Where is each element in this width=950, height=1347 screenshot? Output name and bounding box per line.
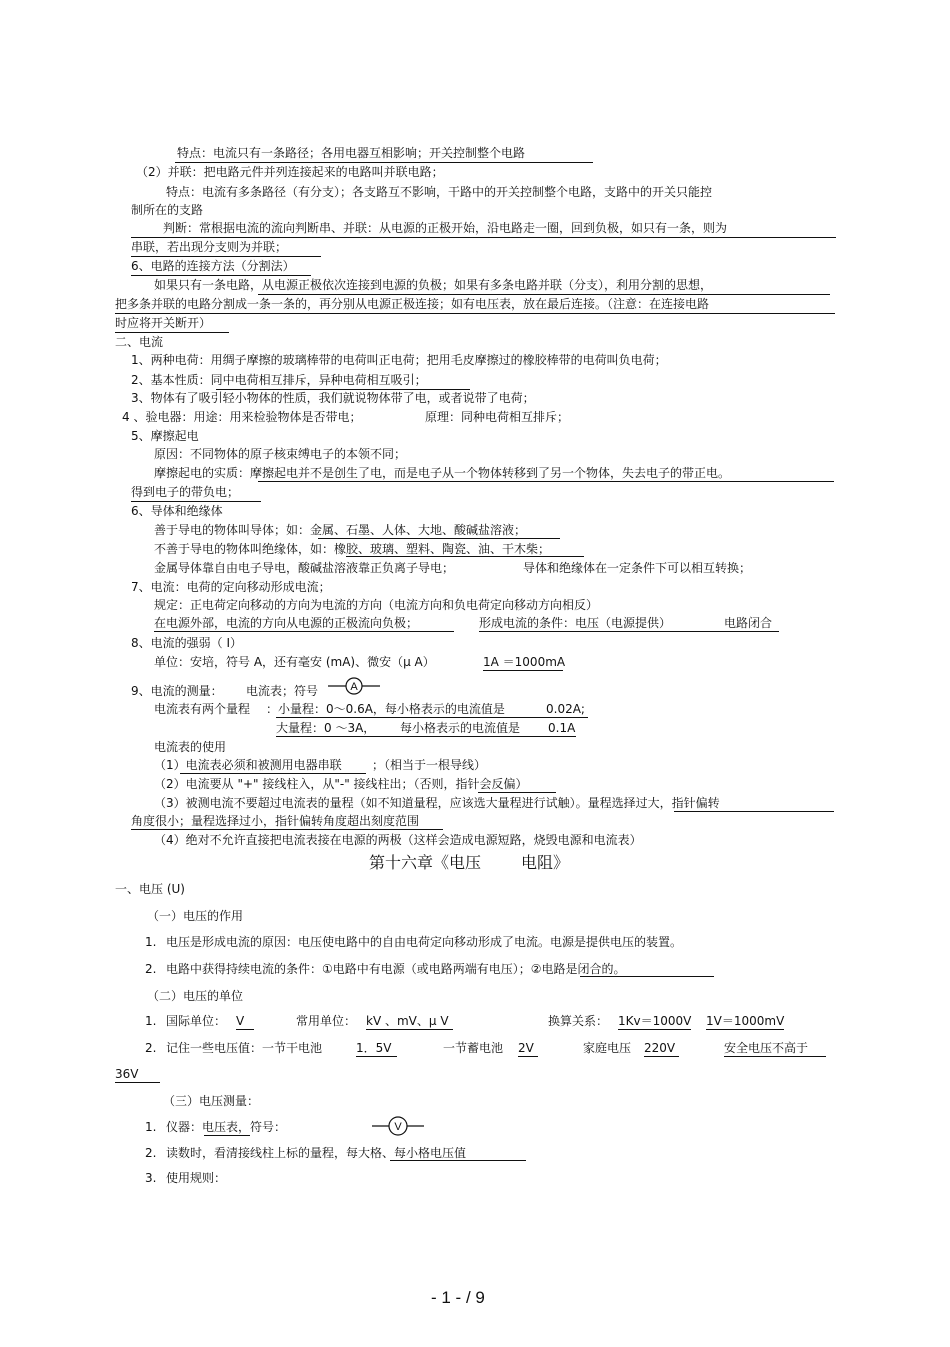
text-line: 家庭电压 [583, 1041, 632, 1055]
underline [131, 237, 836, 238]
text-line: 电流表；符号 [246, 684, 319, 698]
underline [131, 501, 261, 502]
text-line: 读数时，看清接线柱上标的量程，每大格、每小格电压值 [166, 1146, 467, 1160]
text-line: 电流表有两个量程 [154, 702, 251, 716]
subheading: （三）电压测量： [163, 1094, 260, 1108]
section-heading: 二、电流 [115, 335, 164, 349]
text-line: 电流表的使用 [154, 740, 227, 754]
text-line: （2）电流要从 "+" 接线柱入，从"-" 接线柱出；（否则，指针会反偏） [154, 777, 528, 791]
text-line: ；（相当于一根导线） [372, 758, 487, 772]
value-si-unit: V [236, 1013, 254, 1030]
text-line: 1、两种电荷：用绸子摩擦的玻璃棒带的电荷叫正电荷；把用毛皮摩擦过的橡胶棒带的电荷叫负电荷； [131, 353, 667, 367]
text-line: 善于导电的物体叫导体；如：金属、石墨、人体、大地、酸碱盐溶液； [154, 523, 527, 537]
page-number: - 1 - / 9 [431, 1288, 485, 1307]
list-number: 1. [145, 1014, 157, 1028]
text-line: 使用规则： [166, 1171, 227, 1185]
value-common-units: kV 、mV、μ V [366, 1013, 453, 1030]
text-line: 换算关系： [548, 1014, 609, 1028]
underline [115, 313, 835, 314]
list-number: 1. [145, 1120, 157, 1134]
text-line: 仪器：电压表，符号： [166, 1120, 287, 1134]
list-number: 1. [145, 935, 157, 949]
text-line: 制所在的支路 [131, 203, 204, 217]
text-line: 如果只有一条电路，从电源正极依次连接到电源的负极；如果有多条电路并联（分支），利用分割的思想， [154, 278, 713, 292]
text-line: 电压是形成电流的原因：电压使电路中的自由电荷定向移动形成了电流。电源是提供电压的装置。 [166, 935, 683, 949]
text-line: 0.1A [548, 721, 576, 735]
text-line: 形成电流的条件：电压（电源提供） [479, 616, 672, 630]
list-number: 2. [145, 1146, 157, 1160]
text-line: 安全电压不高于 [724, 1041, 809, 1055]
list-number: 2. [145, 1041, 157, 1055]
text-line: 原因：不同物体的原子核束缚电子的本领不同； [154, 447, 407, 461]
underline [276, 717, 588, 718]
list-number: 2. [145, 962, 157, 976]
section-heading: 一、电压 (U) [115, 882, 185, 896]
ammeter-symbol-icon [326, 676, 382, 696]
underline [479, 631, 779, 632]
text-line: 4 、验电器：用途：用来检验物体是否带电； [122, 410, 362, 424]
text-line: 单位：安培，符号 A，还有毫安 (mA)、微安（μ A） [154, 655, 435, 669]
text-line: 国际单位： [166, 1014, 227, 1028]
voltmeter-letter: V [394, 1121, 402, 1133]
underline [180, 773, 366, 774]
text-line: （1）电流表必须和被测用电器串联 [154, 758, 342, 772]
value-accumulator: 2V [518, 1040, 538, 1057]
underline [478, 792, 556, 793]
text-line: 把多条并联的电路分割成一条一条的，再分别从电源正极连接；如有电压表，放在最后连接。（注意：在连接电路 [115, 297, 710, 311]
underline [346, 556, 584, 557]
text-line: 在电源外部，电流的方向从电源的正极流向负极； [154, 616, 419, 630]
text-line: 特点：电流只有一条路径；各用电器互相影响；开关控制整个电路 [177, 146, 526, 160]
text-line: 一节蓄电池 [443, 1041, 504, 1055]
underline [724, 1056, 826, 1057]
text-line: 0.02A; [546, 702, 585, 716]
text-line: 角度很小；量程选择过小，指针偏转角度超出刻度范围 [131, 814, 420, 828]
text-line: 6、电路的连接方法（分割法） [131, 259, 295, 273]
text-line: 7、电流：电荷的定向移动形成电流； [131, 580, 331, 594]
text-line: 得到电子的带负电； [131, 485, 240, 499]
text-line: 大量程：0 ～3A， [276, 721, 376, 735]
text-line: 摩擦起电的实质：摩擦起电并不是创生了电，而是电子从一个物体转移到了另一个物体，失去电子的带正电。 [154, 466, 731, 480]
value-safe-voltage: 36V [115, 1066, 160, 1083]
ammeter-letter: A [350, 681, 358, 693]
text-line: 判断：常根据电流的流向判断串、并联：从电源的正极开始，沿电路走一圈，回到负极，如只有一条，则为 [163, 221, 728, 235]
text-line: （2）并联：把电路元件并列连接起来的电路叫并联电路； [136, 165, 444, 179]
text-line: 3、物体有了吸引轻小物体的性质，我们就说物体带了电，或者说带了电荷； [131, 391, 535, 405]
text-line: 每小格表示的电流值是 [400, 721, 521, 735]
text-line: （3）被测电流不要超过电流表的量程（如不知道量程，应该选大量程进行试触）。量程选择过大，指针偏转 [154, 796, 720, 810]
underline [318, 538, 560, 539]
text-line: 8、电流的强弱（ I） [131, 636, 242, 650]
underline [131, 275, 311, 276]
underline [674, 811, 834, 812]
text-line: 2、基本性质：同中电荷相互排斥，异种电荷相互吸引； [131, 373, 427, 387]
underline [175, 162, 593, 163]
underline [154, 631, 454, 632]
value-conversion: 1Kv＝1000V [618, 1014, 692, 1028]
text-line: 原理：同种电荷相互排斥； [425, 410, 570, 424]
underline [483, 670, 563, 671]
text-line: 特点：电流有多条路径（有分支）；各支路互不影响，干路中的开关控制整个电路，支路中的开关只能控 [166, 185, 713, 199]
text-line: 电路中获得持续电流的条件：①电路中有电源（或电路两端有电压）；②电路是闭合的。 [166, 962, 626, 976]
text-line: 串联，若出现分支则为并联； [131, 240, 288, 254]
value-battery: 1．5V [356, 1040, 397, 1057]
text-line: 金属导体靠自由电子导电，酸碱盐溶液靠正负离子导电； [154, 561, 455, 575]
subheading: （一）电压的作用 [147, 909, 244, 923]
underline [131, 256, 321, 257]
underline [258, 294, 830, 295]
underline [204, 1135, 250, 1136]
text-line: 5、摩擦起电 [131, 429, 199, 443]
text-line: 记住一些电压值：一节干电池 [166, 1041, 323, 1055]
text-line: 1A ＝1000mA [483, 655, 566, 669]
voltmeter-symbol-icon [370, 1115, 426, 1137]
text-line: 规定：正电荷定向移动的方向为电流的方向（电流方向和负电荷定向移动方向相反） [154, 598, 599, 612]
text-line: 不善于导电的物体叫绝缘体，如：橡胶、玻璃、塑料、陶瓷、油、干木柴； [154, 542, 551, 556]
text-line: ：小量程：0～0.6A，每小格表示的电流值是 [266, 702, 505, 716]
chapter-title: 第十六章《电压 [369, 853, 482, 872]
text-line: 电路闭合 [724, 616, 773, 630]
underline [258, 481, 834, 482]
text-line: 6、导体和绝缘体 [131, 504, 223, 518]
underline [115, 332, 229, 333]
chapter-title: 电阻》 [521, 853, 570, 872]
text-line: （4）绝对不允许直接把电流表接在电源的两极（这样会造成电源短路，烧毁电源和电流表） [154, 833, 642, 847]
text-line: 导体和绝缘体在一定条件下可以相互转换； [523, 561, 752, 575]
subheading: （二）电压的单位 [147, 989, 244, 1003]
value-household: 220V [644, 1040, 679, 1057]
underline [131, 829, 443, 830]
underline [276, 736, 576, 737]
value-conversion: 1V＝1000mV [706, 1014, 785, 1028]
list-number: 3. [145, 1171, 157, 1185]
underline [580, 976, 714, 977]
text-line: 9、电流的测量： [131, 684, 223, 698]
text-line: 常用单位： [296, 1014, 357, 1028]
underline [390, 1160, 526, 1161]
text-line: 时应将开关断开） [115, 316, 212, 330]
